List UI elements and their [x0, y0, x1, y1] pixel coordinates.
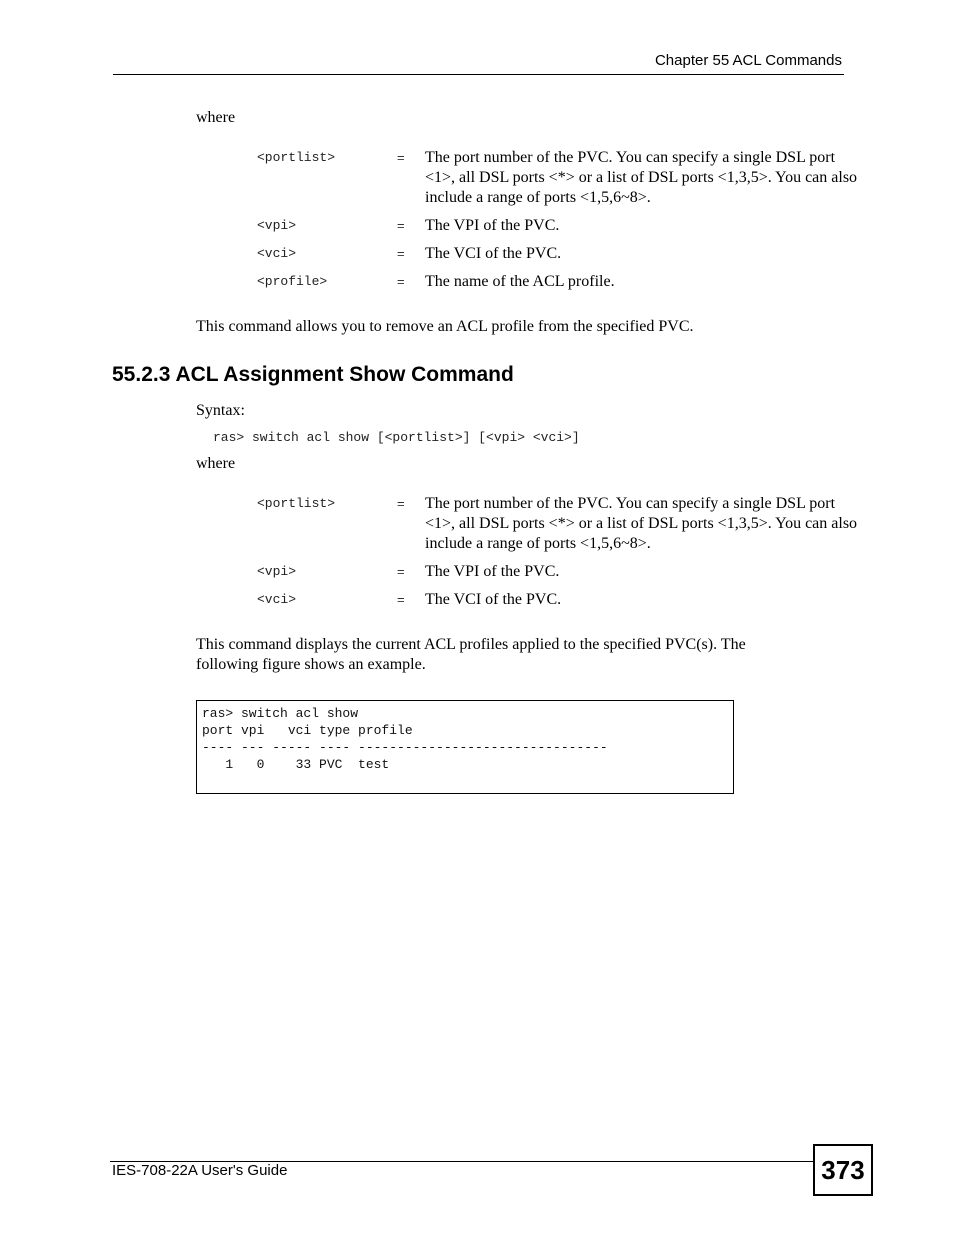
param-equals: = [397, 496, 405, 511]
param-name: <portlist> [257, 150, 336, 165]
footer-guide-title: IES-708-22A User's Guide [112, 1162, 288, 1179]
where-label: where [196, 109, 236, 126]
param-name: <portlist> [257, 496, 336, 511]
example-output-box [196, 700, 734, 794]
param-equals: = [397, 218, 405, 233]
paragraph-line: This command displays the current ACL profiles applied to the specified PVC(s). The [196, 636, 746, 653]
code-line: 1 0 33 PVC test [202, 757, 390, 772]
param-description: The VPI of the PVC. [425, 217, 560, 234]
param-equals: = [397, 246, 405, 261]
param-equals: = [397, 592, 405, 607]
param-description: The name of the ACL profile. [425, 273, 615, 290]
param-description: The VPI of the PVC. [425, 563, 560, 580]
param-description: The VCI of the PVC. [425, 591, 562, 608]
page-number: 373 [813, 1144, 873, 1196]
syntax-label: Syntax: [196, 402, 245, 419]
running-header: Chapter 55 ACL Commands [654, 52, 842, 69]
param-equals: = [397, 150, 405, 165]
section-heading: 55.2.3 ACL Assignment Show Command [112, 363, 514, 386]
syntax-code: ras> switch acl show [<portlist>] [<vpi> <vci>] [213, 430, 580, 445]
param-name: <vci> [257, 246, 297, 261]
param-equals: = [397, 274, 405, 289]
paragraph: This command allows you to remove an ACL profile from the specified PVC. [196, 318, 694, 335]
param-description: The VCI of the PVC. [425, 245, 562, 262]
where-label: where [196, 455, 236, 472]
param-name: <profile> [257, 274, 328, 289]
code-line: ras> switch acl show [202, 706, 359, 721]
param-name: <vpi> [257, 218, 297, 233]
param-description: The port number of the PVC. You can specify a single DSL port <1>, all DSL ports <*> or a list of DSL ports <1,3,5>. You can also include a range of ports <1,5,6~8>. [425, 149, 858, 206]
header-rule [113, 74, 844, 75]
paragraph-line: following figure shows an example. [196, 656, 426, 673]
code-line: port vpi vci type profile [202, 723, 413, 738]
param-name: <vpi> [257, 564, 297, 579]
param-description: The port number of the PVC. You can specify a single DSL port <1>, all DSL ports <*> or a list of DSL ports <1,3,5>. You can also include a range of ports <1,5,6~8>. [425, 495, 858, 552]
code-line: ---- --- ----- ---- -------------------------------- [202, 740, 608, 755]
param-equals: = [397, 564, 405, 579]
param-name: <vci> [257, 592, 297, 607]
